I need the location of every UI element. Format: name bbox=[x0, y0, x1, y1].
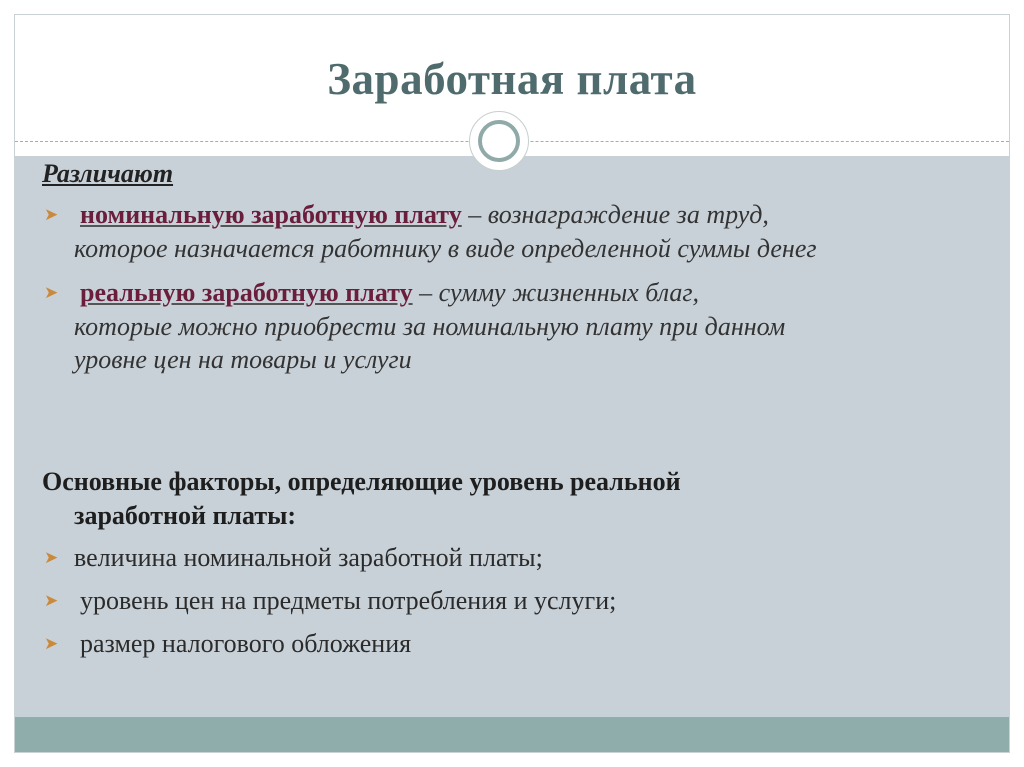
list-item-2 bbox=[74, 277, 699, 309]
factor-item-3: размер налогового обложения bbox=[80, 629, 412, 658]
factor-item-2: уровень цен на предметы потребления и услуги; bbox=[80, 586, 617, 615]
item-2-line2: которые можно приобрести за номинальную плату при данном bbox=[74, 312, 786, 341]
factor-item-1: величина номинальной заработной платы; bbox=[74, 543, 543, 572]
slide-title: Заработная плата bbox=[327, 54, 697, 104]
term-real: реальную заработную плату bbox=[80, 278, 413, 307]
item-1-line2: которое назначается работнику в виде определенной суммы денег bbox=[74, 234, 817, 263]
chevron-right-icon: ➤ bbox=[44, 283, 59, 303]
list-item-1 bbox=[74, 199, 769, 231]
section1-heading: Различают bbox=[42, 159, 174, 188]
section2-heading-line1: Основные факторы, определяющие уровень реальной bbox=[42, 467, 681, 496]
item-1-line1-rest: – вознаграждение за труд, bbox=[461, 200, 769, 229]
item-2-line3: уровне цен на товары и услуги bbox=[74, 345, 412, 374]
chevron-right-icon: ➤ bbox=[44, 548, 59, 568]
chevron-right-icon: ➤ bbox=[44, 591, 59, 611]
chevron-right-icon: ➤ bbox=[44, 634, 59, 654]
item-2-line1-rest: – сумму жизненных благ, bbox=[412, 278, 700, 307]
term-nominal: номинальную заработную плату bbox=[80, 200, 462, 229]
section2-heading-line2: заработной платы: bbox=[74, 501, 297, 530]
chevron-right-icon: ➤ bbox=[44, 205, 59, 225]
